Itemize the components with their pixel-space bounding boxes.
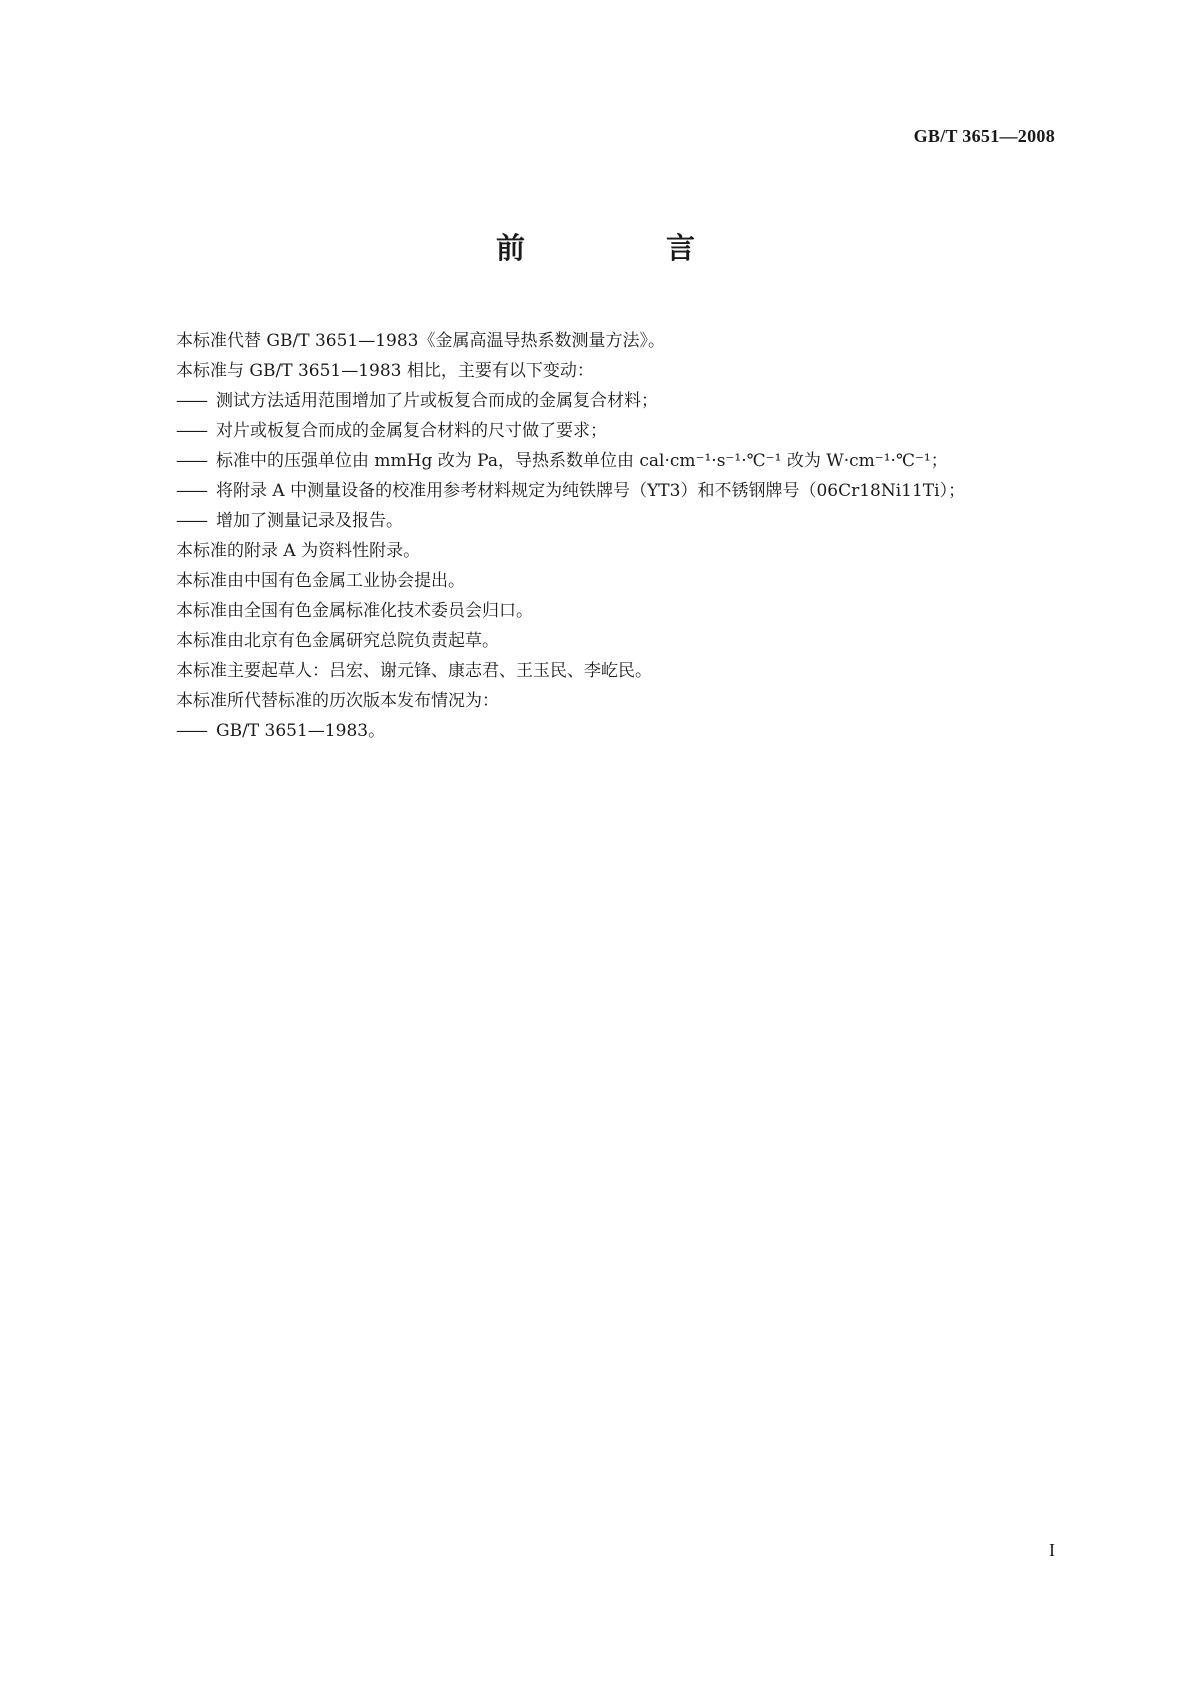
paragraph-drafters: 本标准主要起草人：吕宏、谢元锋、康志君、王玉民、李屹民。 bbox=[176, 661, 652, 681]
dash-marker: —— bbox=[176, 451, 206, 471]
dash-marker: —— bbox=[176, 421, 206, 441]
change-item bbox=[176, 446, 1056, 476]
paragraph-administered-by: 本标准由全国有色金属标准化技术委员会归口。 bbox=[176, 601, 533, 621]
dash-marker: —— bbox=[176, 511, 206, 531]
paragraph-annex: 本标准的附录 A 为资料性附录。 bbox=[176, 541, 421, 561]
page-title: 前 言 bbox=[495, 231, 751, 265]
dash-marker: —— bbox=[176, 481, 206, 501]
page-number: I bbox=[1049, 1540, 1055, 1560]
change-item bbox=[176, 416, 1056, 446]
change-item-text: 标准中的压强单位由 mmHg 改为 Pa，导热系数单位由 cal·cm⁻¹·s⁻¹·℃⁻¹ 改为 W·cm⁻¹·℃⁻¹； bbox=[216, 451, 948, 471]
change-item-text: 测试方法适用范围增加了片或板复合而成的金属复合材料； bbox=[216, 391, 658, 411]
paragraph-changes-intro: 本标准与 GB/T 3651—1983 相比，主要有以下变动： bbox=[176, 361, 594, 381]
paragraph-replaces: 本标准代替 GB/T 3651—1983《金属高温导热系数测量方法》。 bbox=[176, 331, 665, 351]
paragraph-drafted-by: 本标准由北京有色金属研究总院负责起草。 bbox=[176, 631, 499, 651]
history-item bbox=[176, 716, 1056, 746]
change-item bbox=[176, 506, 1056, 536]
foreword-body bbox=[176, 326, 1056, 746]
change-item bbox=[176, 476, 1056, 506]
change-item bbox=[176, 386, 1056, 416]
dash-marker: —— bbox=[176, 391, 206, 411]
history-item-text: GB/T 3651—1983。 bbox=[216, 721, 386, 741]
standard-code: GB/T 3651—2008 bbox=[913, 126, 1055, 146]
paragraph-history-intro: 本标准所代替标准的历次版本发布情况为： bbox=[176, 691, 499, 711]
change-item-text: 增加了测量记录及报告。 bbox=[216, 511, 403, 531]
change-item-text: 对片或板复合而成的金属复合材料的尺寸做了要求； bbox=[216, 421, 607, 441]
dash-marker: —— bbox=[176, 721, 206, 741]
paragraph-proposed-by: 本标准由中国有色金属工业协会提出。 bbox=[176, 571, 465, 591]
change-item-text: 将附录 A 中测量设备的校准用参考材料规定为纯铁牌号（YT3）和不锈钢牌号（06Cr18Ni11Ti）； bbox=[216, 481, 966, 501]
